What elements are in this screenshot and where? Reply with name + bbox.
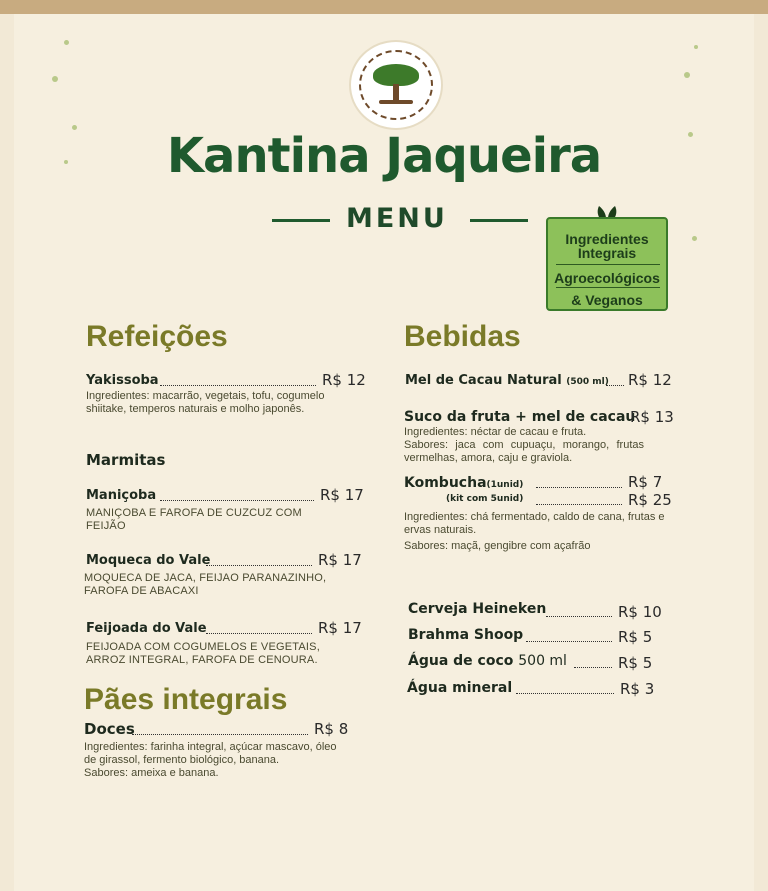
item-desc-doces: Ingredientes: farinha integral, açúcar mascavo, óleo de girassol, fermento biológico, banana. [84,741,337,766]
item-name-feijoada: Feijoada do Vale [86,621,207,636]
decor-dot [692,236,697,241]
tree-ground [379,100,413,104]
menu-rule-right [470,219,528,222]
item-desc-moqueca: MOQUECA DE JACA, FEIJAO PARANAZINHO, FAROFA DE ABACAXI [84,572,327,597]
section-title-refeicoes: Refeições [86,320,228,353]
item-desc-manicoba: MANIÇOBA E FAROFA DE CUZCUZ COM FEIJÃO [86,507,302,532]
price-leader [546,615,612,617]
item-flavors-doces: Sabores: ameixa e banana. [84,767,219,779]
decor-dot [684,72,690,78]
mel-name: Mel de Cacau Natural [405,373,562,388]
price-leader [206,564,312,566]
item-price-heineken: R$ 10 [618,603,662,621]
item-name-kombucha-kit: (kit com 5unid) [446,494,524,504]
subsection-title-marmitas: Marmitas [86,451,166,469]
top-border [0,0,768,14]
ingredients-badge [546,217,668,311]
item-name-kombucha [404,475,523,491]
price-leader [574,666,612,668]
item-name-coco [408,653,567,669]
item-name-moqueca: Moqueca do Vale [86,553,211,568]
price-leader [516,692,614,694]
item-desc-feijoada: FEIJOADA COM COGUMELOS E VEGETAIS, ARROZ INTEGRAL, FAROFA DE CENOURA. [86,641,320,666]
item-flavors-kombucha: Sabores: maçã, gengibre com açafrão [404,540,591,552]
badge-divider [556,264,660,265]
mel-qty: (500 ml) [566,377,609,387]
price-leader [536,486,622,488]
item-price-moqueca: R$ 17 [318,551,362,569]
badge-line-2: Agroecológicos [554,270,660,286]
item-name-brahma: Brahma Shoop [408,627,524,643]
price-leader [132,733,308,735]
item-price-yakissoba: R$ 12 [322,371,366,389]
item-price-doces: R$ 8 [314,720,349,738]
price-leader [606,384,624,386]
badge-line-3: & Veganos [571,292,643,308]
item-name-doces: Doces [84,720,135,738]
decor-dot [64,40,69,45]
price-leader [160,384,316,386]
item-flavors-suco: Sabores: jaca com cupuaçu, morango, frutas vermelhas, amora, caju e graviola. [404,439,644,464]
item-name-manicoba: Maniçoba [86,488,157,503]
item-name-yakissoba: Yakissoba [86,373,159,388]
item-price-suco: R$ 13 [630,408,674,426]
price-leader [526,640,612,642]
menu-label: MENU [346,203,448,234]
item-price-mel: R$ 12 [628,371,672,389]
item-name-mineral: Água mineral [407,680,513,696]
association-logo [349,40,443,130]
item-price-feijoada: R$ 17 [318,619,362,637]
item-name-heineken: Cerveja Heineken [408,601,547,617]
decor-dot [52,76,58,82]
price-leader [160,499,314,501]
item-desc-yakissoba: Ingredientes: macarrão, vegetais, tofu, cogumelo shiitake, temperos naturais e molho japonês. [86,390,325,415]
decor-dot [694,45,698,49]
tree-icon [373,64,419,86]
kombucha-unit: (1unid) [486,480,524,490]
price-leader [206,632,312,634]
item-price-kombucha: R$ 7 [628,473,663,491]
item-name-suco: Suco da fruta + mel de cacau [404,409,636,425]
item-price-manicoba: R$ 17 [320,486,364,504]
coco-qty: 500 ml [518,653,567,669]
item-desc-kombucha: Ingredientes: chá fermentado, caldo de cana, frutas e ervas naturais. [404,511,665,536]
badge-line-1: Ingredientes Integrais [565,231,649,261]
page-title: Kantina Jaqueira [166,128,602,184]
price-leader [536,503,622,505]
menu-rule-left [272,219,330,222]
badge-divider [556,287,660,288]
section-title-paes: Pães integrais [84,683,288,716]
item-price-coco: R$ 5 [618,654,653,672]
item-price-kombucha-kit: R$ 25 [628,491,672,509]
kombucha-name: Kombucha [404,475,487,491]
coco-name: Água de coco [408,653,514,669]
section-title-bebidas: Bebidas [404,320,521,353]
item-name-mel [405,373,609,388]
item-price-brahma: R$ 5 [618,628,653,646]
item-desc-suco: Ingredientes: néctar de cacau e fruta. [404,426,587,438]
item-price-mineral: R$ 3 [620,680,655,698]
